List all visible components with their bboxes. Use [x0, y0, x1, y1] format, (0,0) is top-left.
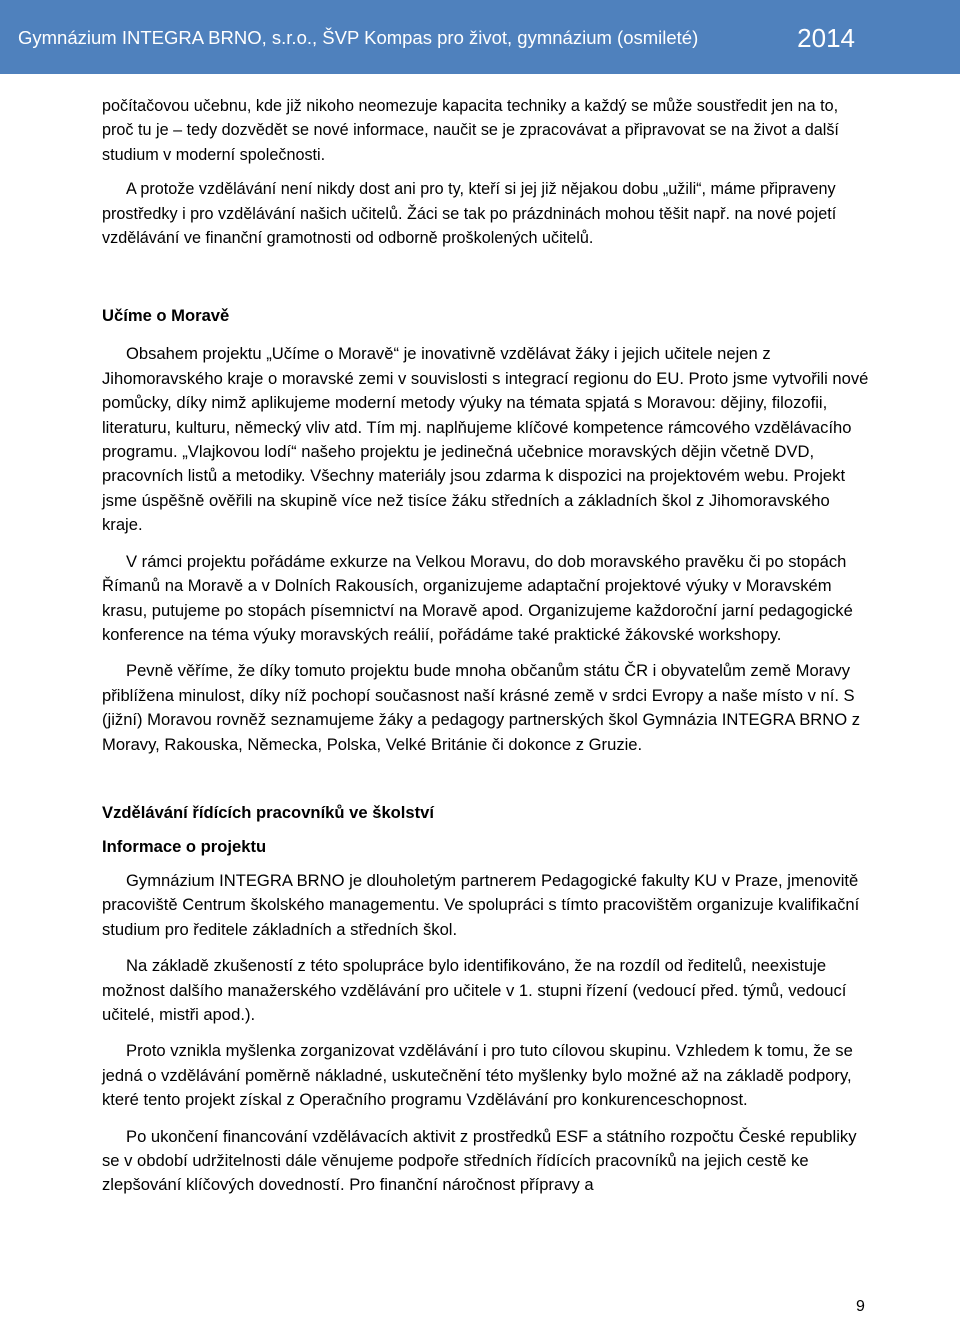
page-header: [0, 0, 960, 74]
morava-paragraph-2: V rámci projektu pořádáme exkurze na Velkou Moravu, do dob moravského pravěku či po stopách Římanů na Moravě a v Dolních Rakousích, organizujeme adaptační projektové výuky v Moravském krasu, putujeme po stopách písemnictví na Moravě apod. Organizujeme každoroční jarní pedagogické konference na téma výuky moravských reálií, pořádáme také praktické žákovské workshopy.: [102, 551, 853, 644]
intro-paragraph-2: A protože vzdělávání není nikdy dost ani pro ty, kteří si jej již nějakou dobu „užili“, máme připraveny prostředky i pro vzdělávání našich učitelů. Žáci se tak po prázdninách mohou těšit např. na nové pojetí vzdělávání ve finanční gramotnosti od odborně proškolených učitelů.: [102, 180, 837, 248]
section-subheading-informace: Informace o projektu: [102, 836, 267, 856]
skolstvi-paragraph-3: Proto vznikla myšlenka zorganizovat vzdělávání i pro tuto cílovou skupinu. Vzhledem k tomu, že se jedná o vzdělávání poměrně nákladné, uskutečnění této myšlenky bylo možné až na základě podpory, které tento projekt získal z Operačního programu Vzdělávání pro konkurenceschopnost.: [102, 1041, 853, 1110]
section-heading-skolstvi: Vzdělávání řídících pracovníků ve školství: [102, 802, 435, 822]
intro-paragraph-1: počítačovou učebnu, kde již nikoho neomezuje kapacita techniky a každý se může soustředit jen na to, proč tu je – tedy dozvědět se nové informace, naučit se je zpracovávat a připravovat se na život a další studium v moderní společnosti.: [102, 97, 839, 164]
skolstvi-paragraph-1: Gymnázium INTEGRA BRNO je dlouholetým partnerem Pedagogické fakulty KU v Praze, jmenovitě pracoviště Centrum školského managementu. Ve spolupráci s tímto pracovištěm organizuje kvalifikační studium pro ředitele základních a středních škol.: [102, 870, 860, 939]
morava-paragraph-3: Pevně věříme, že díky tomuto projektu bude mnoha občanům státu ČR i obyvatelům země Moravy přiblížena minulost, díky níž pochopí současnost naší krásné země v srdci Evropy a naše místo v ní. S (jižní) Moravou rovněž seznamujeme žáky a pedagogy partnerských škol Gymnázia INTEGRA BRNO z Moravy, Rakouska, Německa, Polska, Velké Británie či dokonce z Gruzie.: [102, 661, 861, 754]
section-heading-morava: Učíme o Moravě: [102, 306, 230, 326]
document-body: [102, 94, 870, 1198]
header-title: Gymnázium INTEGRA BRNO, s.r.o., ŠVP Kompas pro život, gymnázium (osmileté): [18, 27, 699, 48]
morava-paragraph-1: Obsahem projektu „Učíme o Moravě“ je inovativně vzdělávat žáky i jejich učitele nejen z Jihomoravského kraje o moravské zemi v souvislosti s integrací regionu do EU. Proto jsme vytvořili nové pomůcky, díky nimž aplikujeme moderní metody výuky na témata spjatá s Moravou: dějiny, filozofii, literaturu, kulturu, německý vliv atd. Tím mj. naplňujeme klíčové kompetence rámcového vzdělávacího programu. „Vlajkovou lodí“ našeho projektu je jedinečná učebnice moravských dějin včetně DVD, pracovních listů a metodiky. Všechny materiály jsou zdarma k dispozici na projektovém webu. Projekt jsme úspěšně ověřili na skupině více než tisíce žáku středních a základních škol z Jihomoravského kraje.: [102, 344, 869, 535]
skolstvi-paragraph-2: Na základě zkušeností z této spolupráce bylo identifikováno, že na rozdíl od ředitelů, neexistuje možnost dalšího manažerského vzdělávání pro učitele v 1. stupni řízení (vedoucí před. týmů, vedoucí učitelé, mistři apod.).: [102, 956, 847, 1024]
page-number: 9: [856, 1298, 865, 1315]
header-year: 2014: [797, 23, 855, 53]
skolstvi-paragraph-4: Po ukončení financování vzdělávacích aktivit z prostředků ESF a státního rozpočtu České republiky se v období udržitelnosti dále věnujeme podpoře středních řídících pracovníků na jejich cestě ke zlepšování klíčových dovedností. Pro finanční náročnost přípravy a: [102, 1126, 857, 1195]
